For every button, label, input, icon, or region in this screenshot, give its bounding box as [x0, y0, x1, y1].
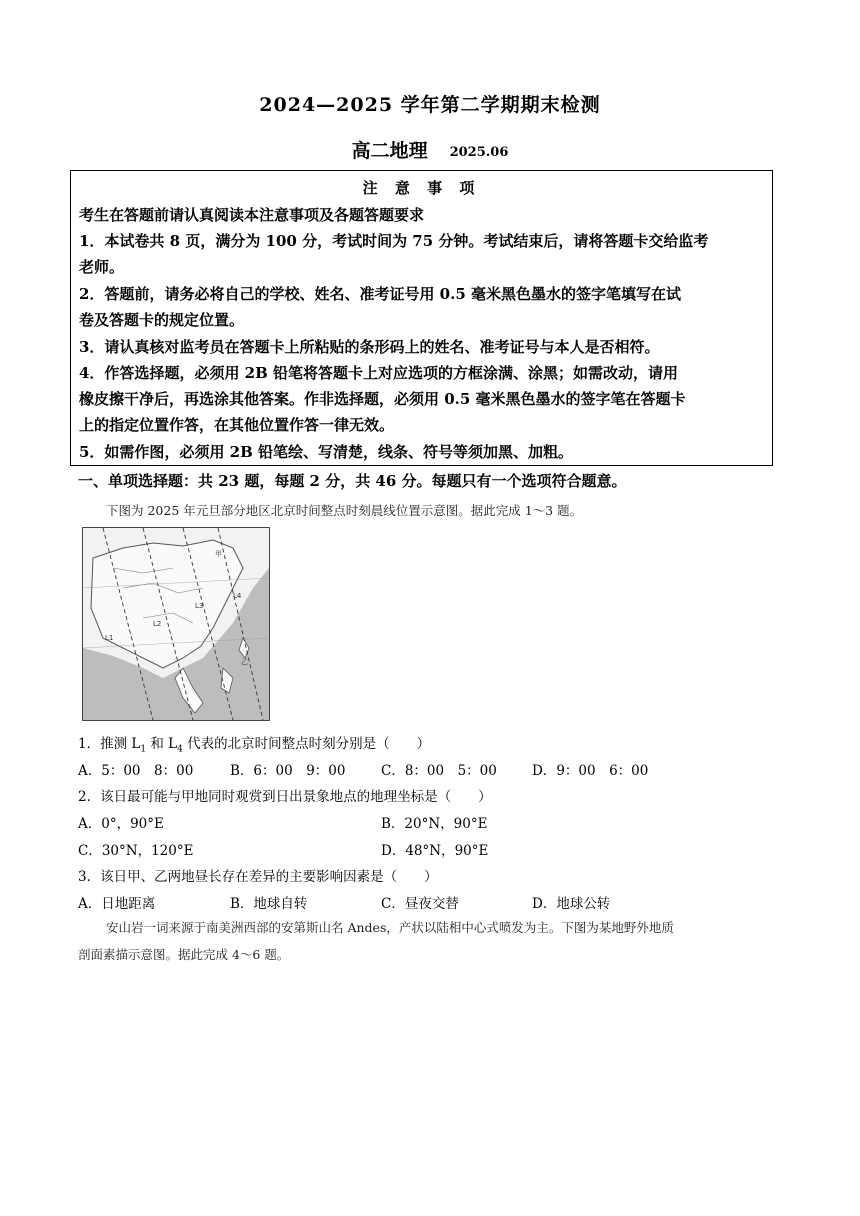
q1-option-c: C．8：00 5：00 — [381, 763, 497, 779]
map-intro: 下图为 2025 年元旦部分地区北京时间整点时刻晨线位置示意图。据此完成 1～3 题。 — [106, 503, 583, 518]
notice-intro: 考生在答题前请认真阅读本注意事项及各题答题要求 — [79, 206, 425, 224]
q2-option-b: B．20°N，90°E — [381, 816, 488, 832]
label-l3: L3 — [195, 602, 204, 610]
notice-line: 上的指定位置作答，在其他位置作答一律无效。 — [79, 416, 395, 434]
question-3-stem: 3．该日甲、乙两地昼长存在差异的主要影响因素是（ ） — [78, 869, 438, 885]
exam-date: 2025.06 — [449, 145, 509, 160]
q3-option-a: A．日地距离 — [78, 896, 156, 912]
notice-line: 卷及答题卡的规定位置。 — [79, 311, 245, 329]
q1-option-b: B．6：00 9：00 — [230, 763, 346, 779]
notice-line: 橡皮擦干净后，再选涂其他答案。作非选择题，必须用 0.5 毫米黑色墨水的签字笔在答题卡 — [79, 390, 686, 408]
label-jia: 甲 — [215, 550, 222, 558]
question-2-stem: 2．该日最可能与甲地同时观赏到日出景象地点的地理坐标是（ ） — [78, 789, 492, 805]
notice-line: 老师。 — [79, 258, 125, 276]
q1-option-d: D．9：00 6：00 — [532, 763, 649, 779]
label-yi: 乙 — [241, 658, 248, 666]
q2-option-d: D．48°N，90°E — [381, 843, 489, 859]
q3-option-b: B．地球自转 — [230, 896, 308, 912]
exam-title: 2024—2025 学年第二学期期末检测 — [259, 94, 601, 116]
terminator-map — [82, 527, 270, 721]
q3-option-d: D．地球公转 — [532, 896, 611, 912]
notice-line: 4．作答选择题，必须用 2B 铅笔将答题卡上对应选项的方框涂满、涂黑；如需改动，请用 — [79, 364, 679, 382]
notice-line: 3．请认真核对监考员在答题卡上所粘贴的条形码上的姓名、准考证号与本人是否相符。 — [79, 338, 660, 356]
q2-option-c: C．30°N，120°E — [78, 843, 194, 859]
label-l4: L4 — [233, 592, 242, 600]
notice-line: 2．答题前，请务必将自己的学校、姓名、准考证号用 0.5 毫米黑色墨水的签字笔填写在试 — [79, 285, 681, 303]
q1-option-a: A．5：00 8：00 — [78, 763, 194, 779]
notice-line: 5．如需作图，必须用 2B 铅笔绘、写清楚，线条、符号等须加黑、加粗。 — [79, 443, 573, 461]
q3-option-c: C．昼夜交替 — [381, 896, 459, 912]
label-l2: L2 — [153, 620, 162, 628]
label-l1: L1 — [105, 634, 114, 642]
map-figure — [83, 528, 269, 720]
section-intro-andesite-cont: 剖面素描示意图。据此完成 4～6 题。 — [78, 947, 290, 962]
notice-box — [70, 170, 773, 466]
notice-heading: 注 意 事 项 — [362, 179, 481, 197]
section-heading: 一、单项选择题：共 23 题，每题 2 分，共 46 分。每题只有一个选项符合题意。 — [78, 472, 627, 490]
subject-name: 高二地理 — [351, 140, 428, 162]
q2-option-a: A．0°，90°E — [78, 816, 164, 832]
question-1-stem: 1．推测 $L_1$ 和 $L_4$ 代表的北京时间整点时刻分别是（ ） — [78, 736, 431, 755]
section-intro-andesite: 安山岩一词来源于南美洲西部的安第斯山名 Andes，产状以陆相中心式喷发为主。下图为某地野外地质 — [106, 920, 674, 935]
notice-line: 1．本试卷共 8 页，满分为 100 分，考试时间为 75 分钟。考试结束后，请将答题卡交给监考 — [79, 232, 709, 250]
exam-subtitle — [0, 136, 860, 163]
